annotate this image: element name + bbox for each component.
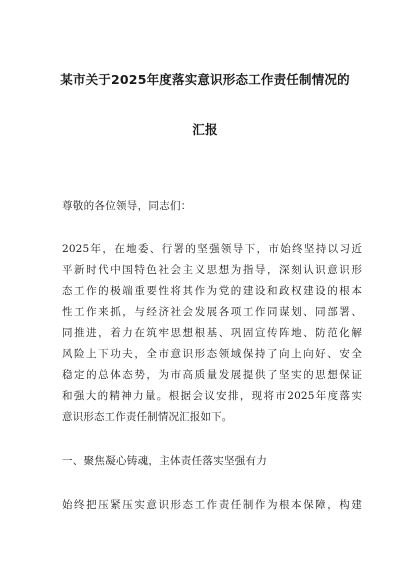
paragraph-1-line: 同推进，着力在筑牢思想根基、巩固宣传阵地、防范化解 — [62, 327, 362, 339]
paragraph-2-line: 始终把压紧压实意识形态工作责任制作为根本保障，构建 — [62, 499, 362, 511]
paragraph-1-line: 风险上下功夫，全市意识形态领域保持了向上向好、安全 — [62, 348, 362, 360]
paragraph-1-line: 2025年，在地委、行署的坚强领导下，市始终坚持以习近 — [62, 243, 362, 255]
section-1-heading: 一、聚焦凝心铸魂，主体责任落实坚强有力 — [62, 455, 268, 467]
document-title-line-2: 汇报 — [192, 122, 218, 137]
salutation: 尊敬的各位领导，同志们： — [62, 200, 192, 212]
paragraph-1-line: 性工作来抓，与经济社会发展各项工作同谋划、同部署、 — [62, 306, 362, 318]
paragraph-1-line: 平新时代中国特色社会主义思想为指导，深刻认识意识形 — [62, 264, 362, 276]
paragraph-1-line: 态工作的极端重要性将其作为党的建设和政权建设的根本 — [62, 285, 362, 297]
document-title-line-1: 某市关于2025年度落实意识形态工作责任制情况的 — [60, 72, 350, 87]
paragraph-1-line: 稳定的总体态势，为市高质量发展提供了坚实的思想保证 — [62, 369, 362, 381]
paragraph-1-line: 和强大的精神力量。根据会议安排，现将市2025年度落实 — [62, 390, 362, 402]
paragraph-1-line: 意识形态工作责任制情况汇报如下。 — [62, 411, 233, 423]
